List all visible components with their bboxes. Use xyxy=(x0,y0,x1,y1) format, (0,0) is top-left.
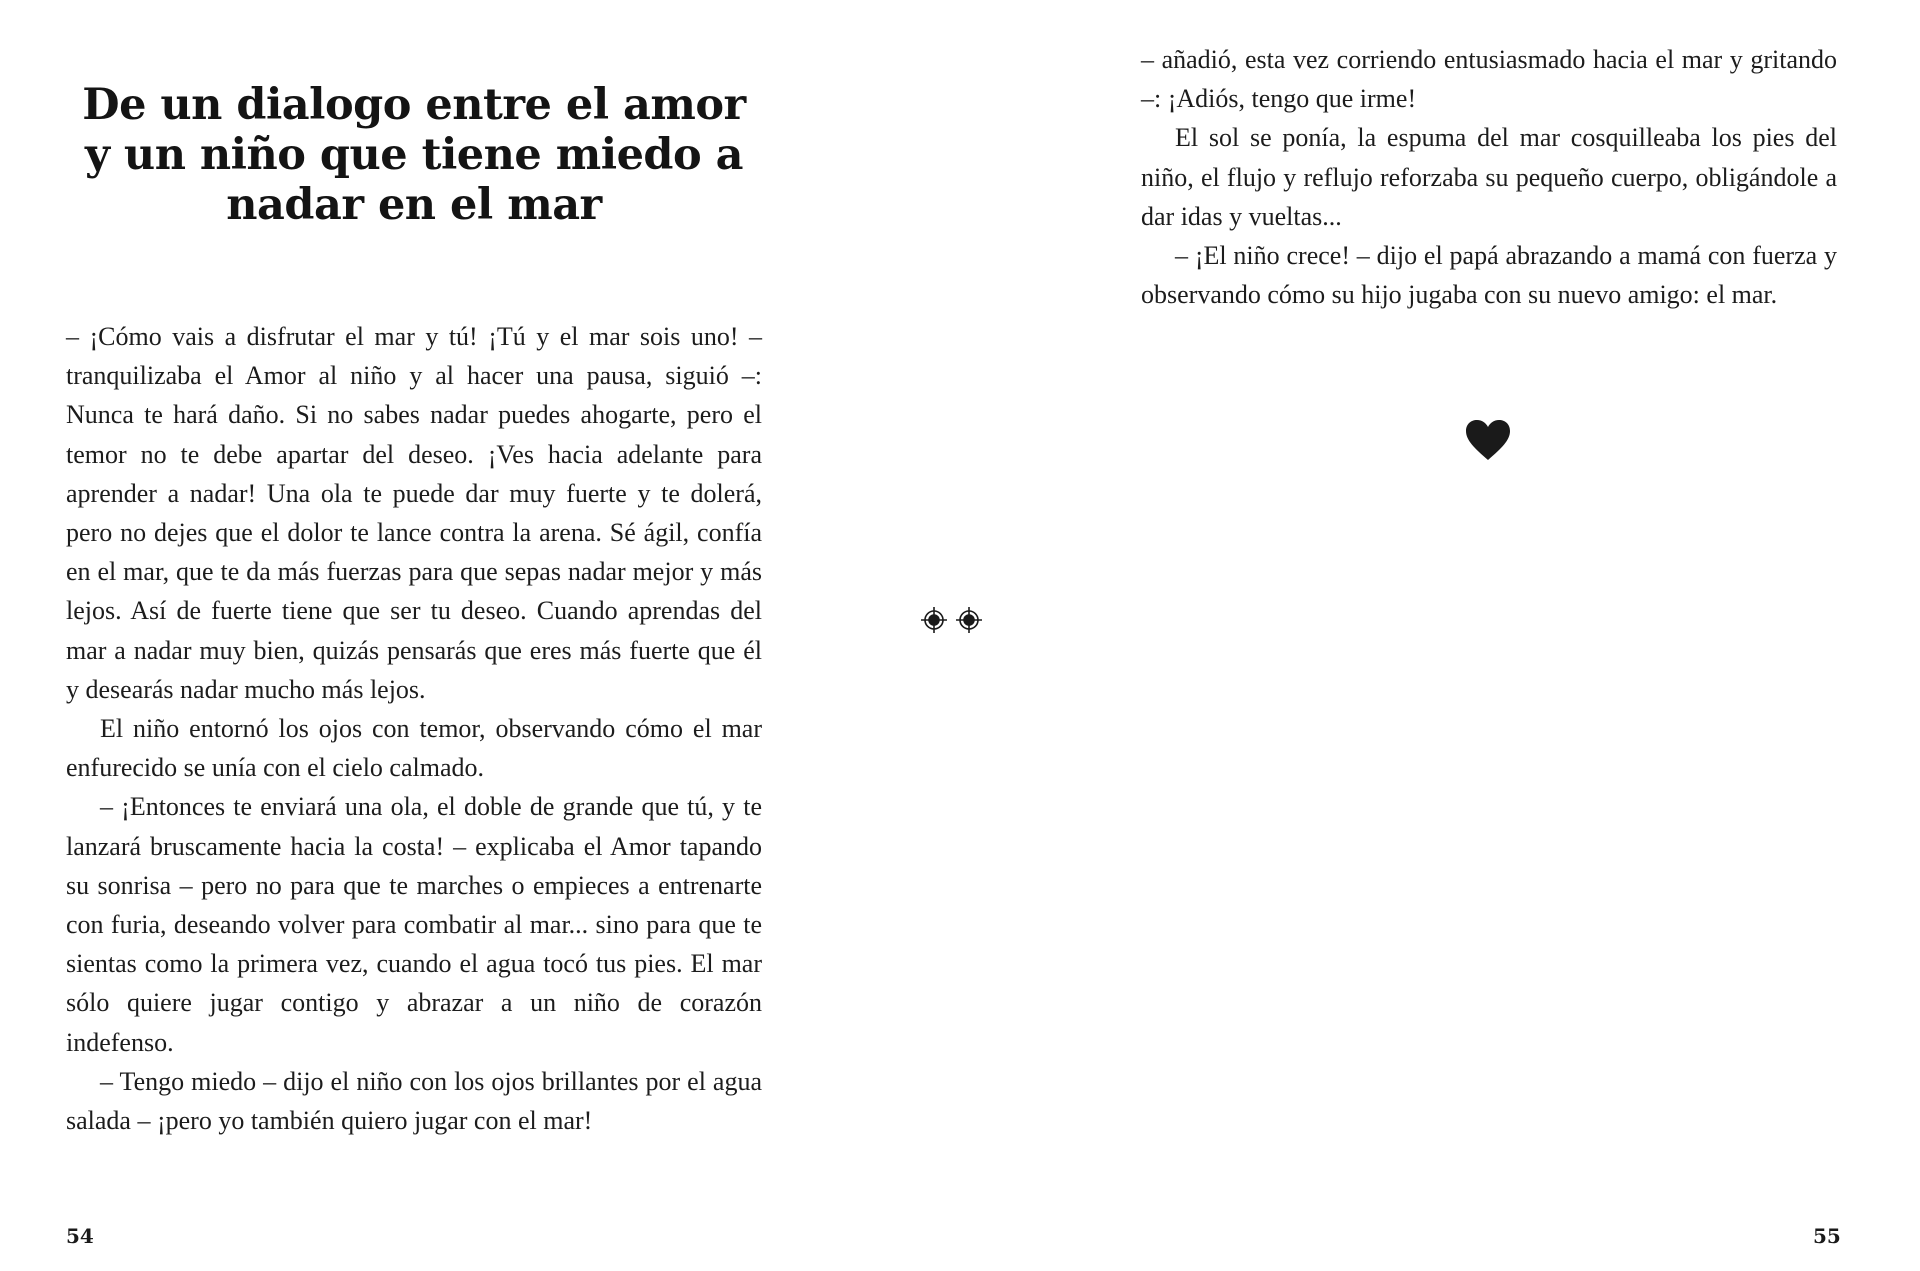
heart-icon xyxy=(1466,420,1510,462)
paragraph: – Tengo miedo – dijo el niño con los ojos brillantes por el agua salada – ¡pero yo también quiero jugar con el mar! xyxy=(66,1066,762,1136)
right-page-body xyxy=(1141,40,1837,314)
paragraph: – ¡Cómo vais a disfrutar el mar y tú! ¡Tú y el mar sois uno! – tranquilizaba el Amor al niño y al hacer una pausa, siguió –: Nunca te hará daño. Si no sabes nadar puedes ahogarte, pero el temor no te debe apartar del deseo. ¡Ves hacia adelante para aprender a nadar! Una ola te puede dar muy fuerte y te dolerá, pero no dejes que el dolor te lance contra la arena. Sé ágil, confía en el mar, que te da más fuerzas para que sepas nadar mejor y más lejos. Así de fuerte tiene que ser tu deseo. Cuando aprendas del mar a nadar muy bien, quizás pensarás que eres más fuerte que él y desearás nadar mucho más lejos. xyxy=(66,322,762,704)
page-number: 54 xyxy=(66,1224,94,1248)
registration-mark-icon xyxy=(921,607,947,633)
chapter-title: De un dialogo entre el amor y un niño que tiene miedo a nadar en el mar xyxy=(82,80,746,230)
paragraph: – añadió, esta vez corriendo entusiasmado hacia el mar y gritando –: ¡Adiós, tengo que irme! xyxy=(1141,45,1837,114)
paragraph: – ¡El niño crece! – dijo el papá abrazando a mamá con fuerza y observando cómo su hijo jugaba con su nuevo amigo: el mar. xyxy=(1141,241,1837,310)
paragraph: – ¡Entonces te enviará una ola, el doble de grande que tú, y te lanzará bruscamente hacia la costa! – explicaba el Amor tapando su sonrisa – pero no para que te marches o empieces a entrenarte con furia, deseando volver para combatir al mar... sino para que te sientas como la primera vez, cuando el agua tocó tus pies. El mar sólo quiere jugar contigo y abrazar a un niño de corazón indefenso. xyxy=(66,792,762,1057)
right-page xyxy=(960,0,1920,1271)
paragraph: El niño entornó los ojos con temor, observando cómo el mar enfurecido se unía con el cielo calmado. xyxy=(66,714,762,783)
page-number: 55 xyxy=(1813,1224,1841,1248)
left-page-body xyxy=(66,317,762,1140)
paragraph: El sol se ponía, la espuma del mar cosquilleaba los pies del niño, el flujo y reflujo reforzaba su pequeño cuerpo, obligándole a dar idas y vueltas... xyxy=(1141,123,1837,231)
